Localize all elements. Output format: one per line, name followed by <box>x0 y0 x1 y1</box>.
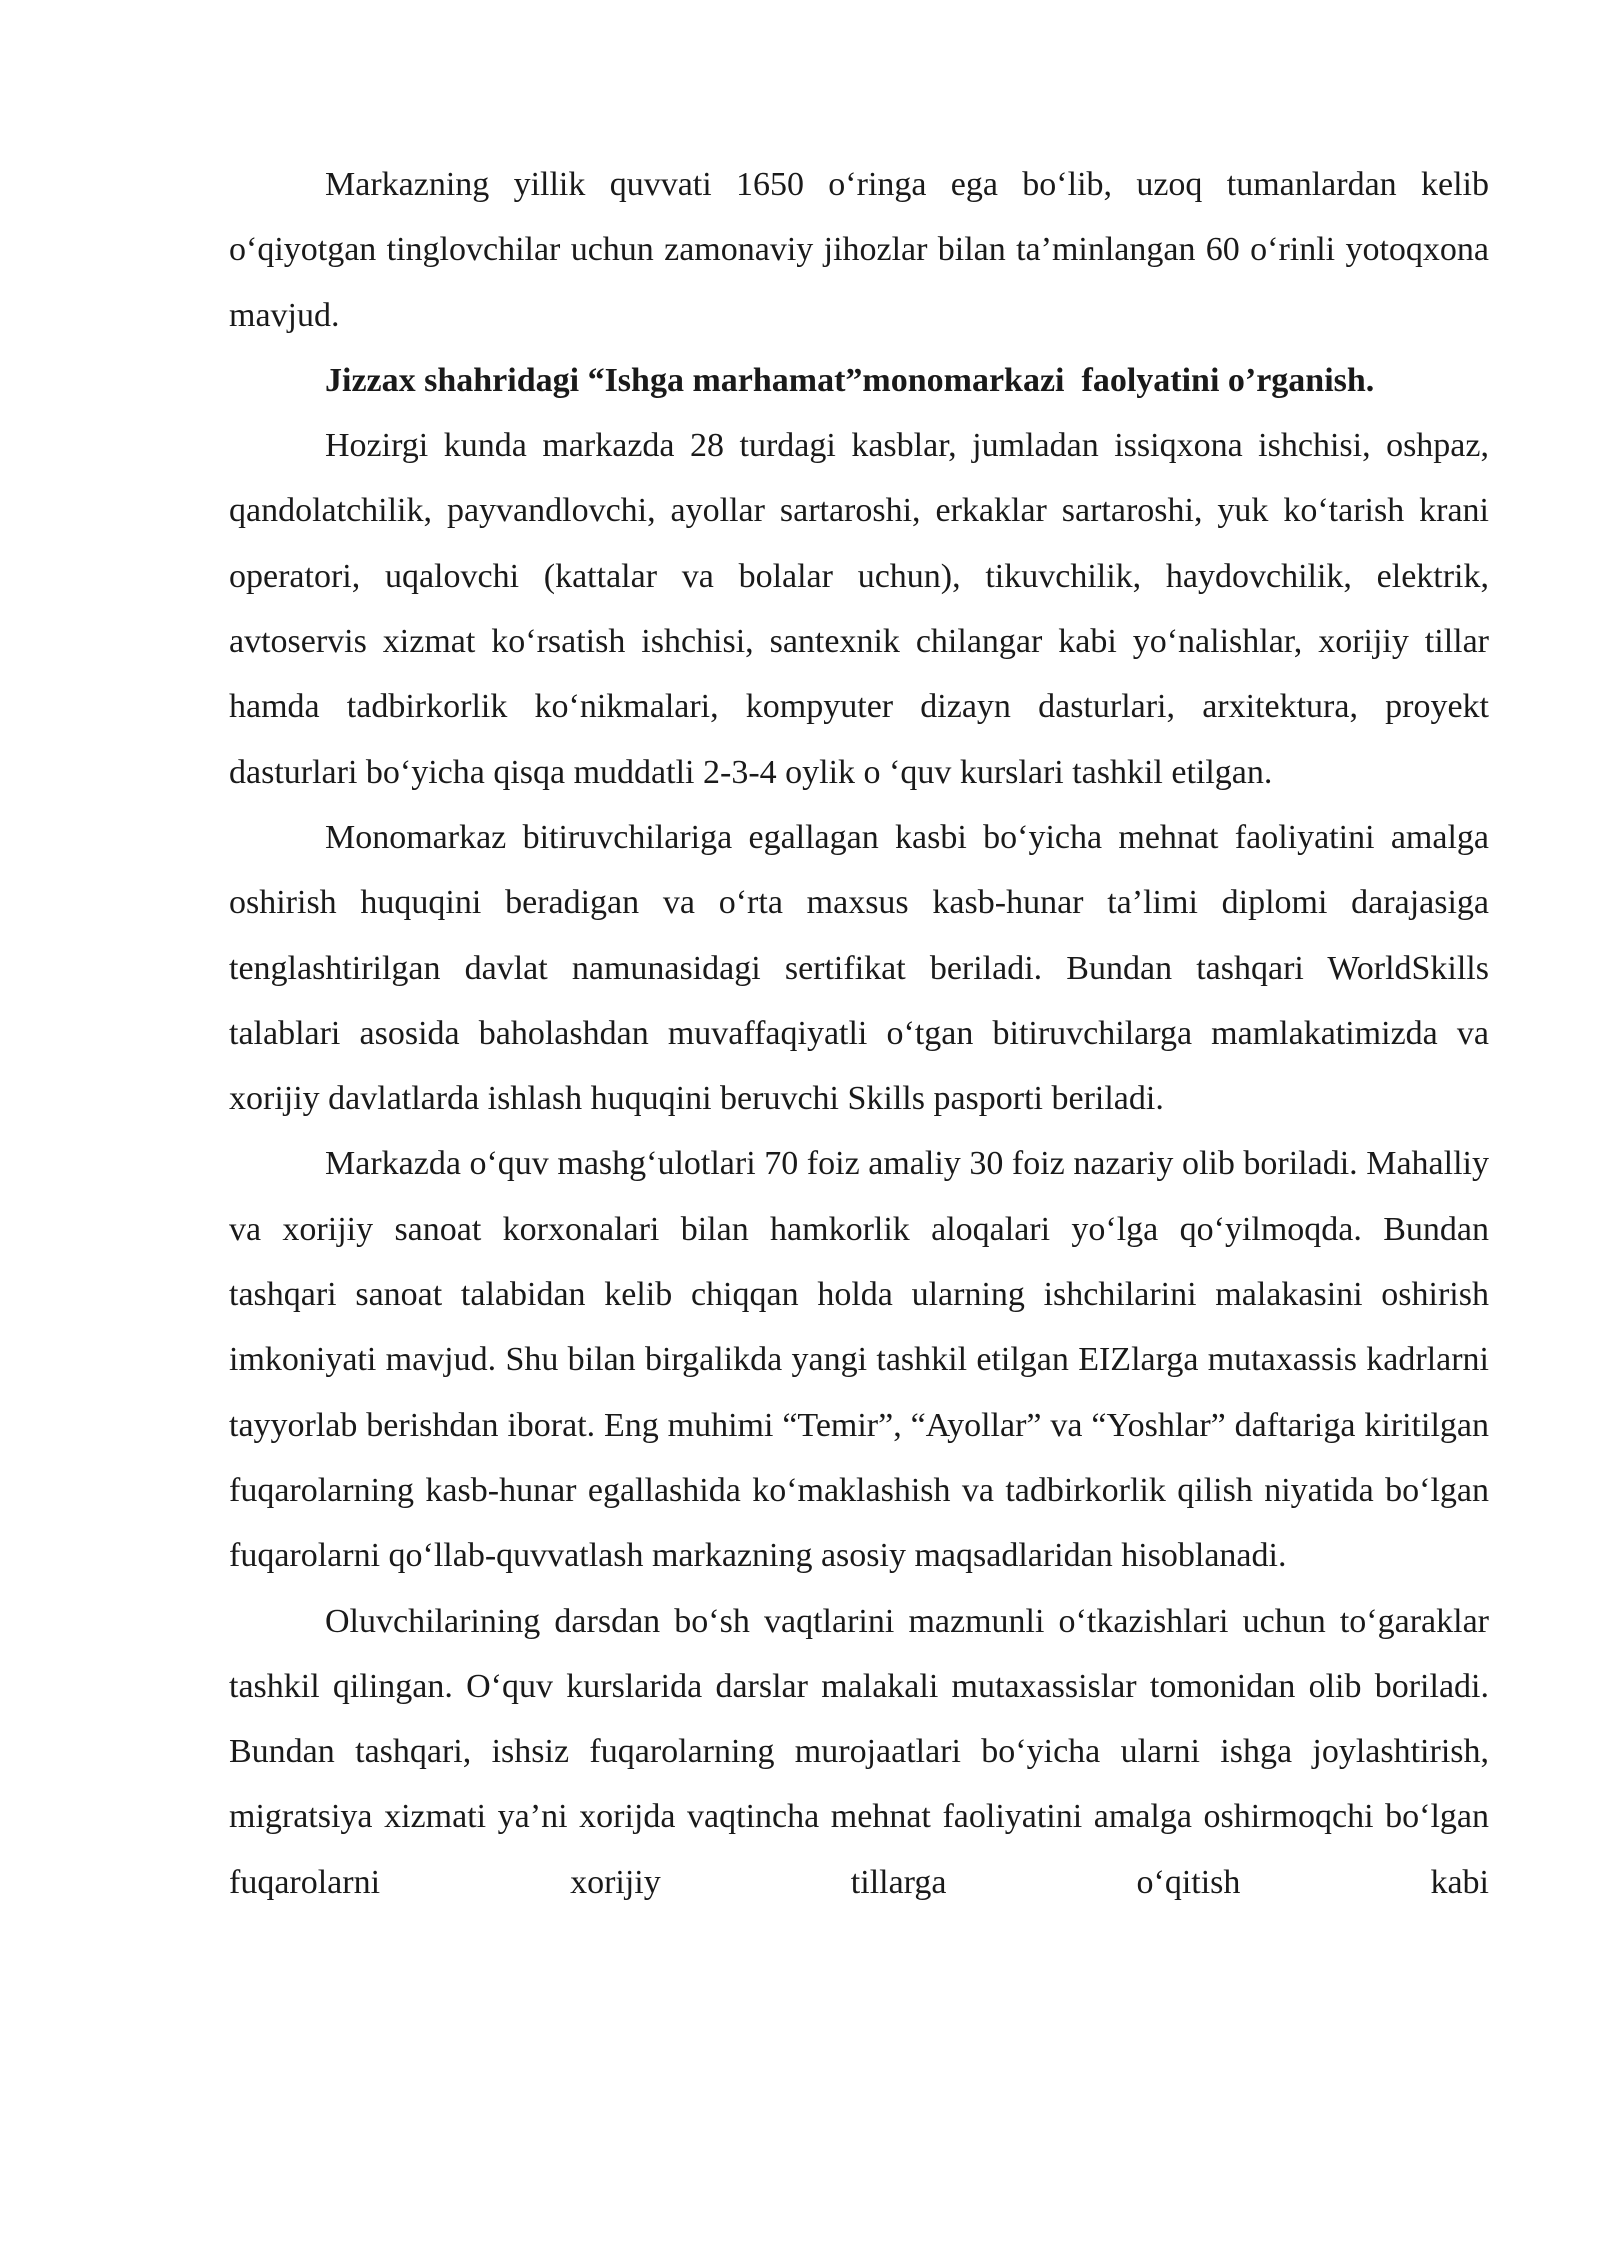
paragraph-training: Markazda o‘quv mashg‘ulotlari 70 foiz amaliy 30 foiz nazariy olib boriladi. Mahalliy va xorijiy sanoat korxonalari bilan hamkorlik aloqalari yo‘lga qo‘yilmoqda. Bundan tashqari sanoat talabidan kelib chiqqan holda ularning ishchilarini malakasini oshirish imkoniyati mavjud. Shu bilan birgalikda yangi tashkil etilgan EIZlarga mutaxassis kadrlarni tayyorlab berishdan iborat. Eng muhimi “Temir”, “Ayollar” va “Yoshlar” daftariga kiritilgan fuqarolarning kasb-hunar egallashida ko‘maklashish va tadbirkorlik qilish niyatida bo‘lgan fuqarolarni qo‘llab-quvvatlash markazning asosiy maqsadlaridan hisoblanadi. <box>229 1145 1489 1575</box>
paragraph-dormitory: Markazning yillik quvvati 1650 o‘ringa ega bo‘lib, uzoq tumanlardan kelib o‘qiyotgan tinglovchilar uchun zamonaviy jihozlar bilan ta’minlangan 60 o‘rinli yotoqxona mavjud. <box>229 166 1489 334</box>
paragraph-certificates: Monomarkaz bitiruvchilariga egallagan kasbi bo‘yicha mehnat faoliyatini amalga oshirish huquqini beradigan va o‘rta maxsus kasb-hunar ta’limi diplomi darajasiga tenglashtirilgan davlat namunasidagi sertifikat beriladi. Bundan tashqari WorldSkills talablari asosida baholashdan muvaffaqiyatli o‘tgan bitiruvchilarga mamlakatimizda va xorijiy davlatlarda ishlash huquqini beruvchi Skills pasporti beriladi. <box>229 818 1489 1118</box>
paragraph-professions: Hozirgi kunda markazda 28 turdagi kasblar, jumladan issiqxona ishchisi, oshpaz, qandolatchilik, payvandlovchi, ayollar sartaroshi, erkaklar sartaroshi, yuk ko‘tarish krani operatori, uqalovchi (kattalar va bolalar uchun), tikuvchilik, haydovchilik, elektrik, avtoservis xizmat ko‘rsatish ishchisi, santexnik chilangar kabi yo‘nalishlar, xorijiy tillar hamda tadbirkorlik ko‘nikmalari, kompyuter dizayn dasturlari, arxitektura, proyekt dasturlari bo‘yicha qisqa muddatli 2-3-4 oylik o ‘quv kurslari tashkil etilgan. <box>229 427 1489 791</box>
paragraph-clubs: Oluvchilarining darsdan bo‘sh vaqtlarini mazmunli o‘tkazishlari uchun to‘garaklar tashkil qilingan. O‘quv kurslarida darslar malakali mutaxassislar tomonidan olib boriladi. Bundan tashqari, ishsiz fuqarolarning murojaatlari bo‘yicha ularni ishga joylashtirish, migratsiya xizmati ya’ni xorijda vaqtincha mehnat faoliyatini amalga oshirmoqchi bo‘lgan fuqarolarni xorijiy tillarga o‘qitish kabi <box>229 1602 1489 1901</box>
document-body <box>229 152 1489 1915</box>
section-heading: Jizzax shahridagi “Ishga marhamat”monomarkazi faolyatini o’rganish. <box>325 361 1375 399</box>
